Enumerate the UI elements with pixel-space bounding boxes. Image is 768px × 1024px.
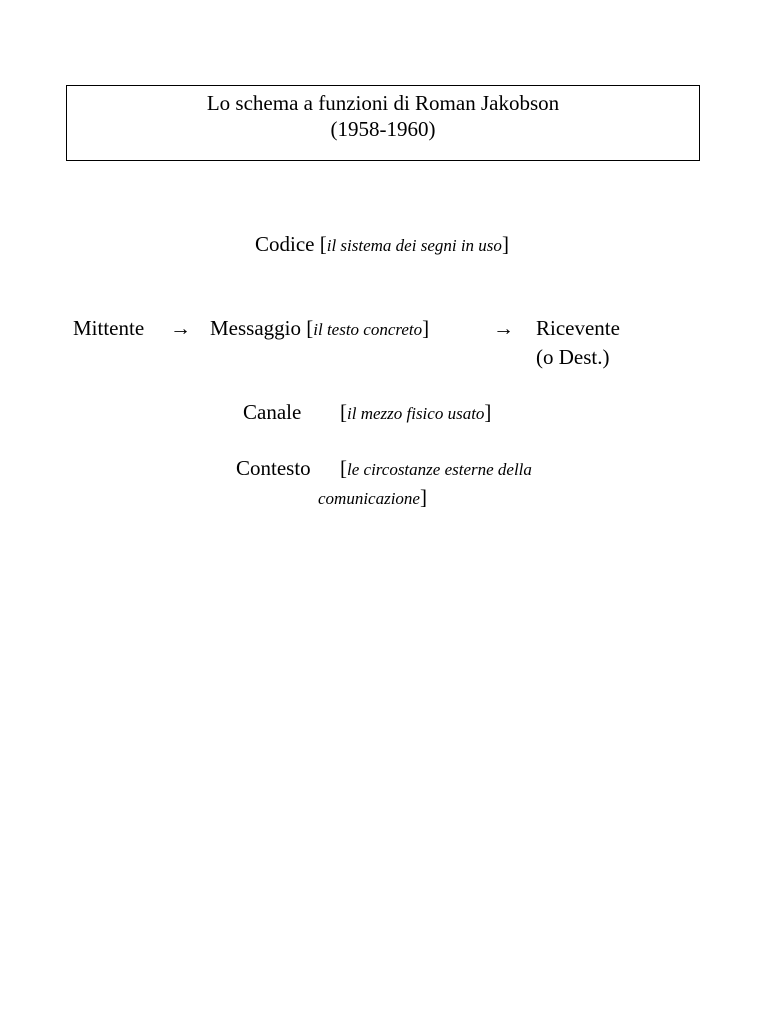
messaggio-gloss: il testo concreto — [313, 320, 423, 339]
bracket-close: ] — [484, 400, 492, 424]
canale-gloss: il mezzo fisico usato — [347, 404, 485, 423]
codice-label: Codice — [255, 232, 315, 256]
canale-gloss-wrap — [340, 399, 491, 427]
bracket-open: [ — [306, 316, 314, 340]
bracket-open: [ — [340, 400, 347, 424]
ricevente-label: Ricevente — [536, 316, 620, 340]
bracket-open: [ — [319, 232, 327, 256]
canale-label: Canale — [243, 400, 302, 424]
bracket-close: ] — [501, 232, 509, 256]
mittente-label: Mittente — [73, 316, 145, 340]
arrow-right-icon: → — [493, 316, 514, 340]
contesto-gloss-line-1: le circostanze esterne della — [347, 460, 532, 479]
title-line-2: (1958-1960) — [330, 117, 436, 141]
messaggio-row — [210, 315, 429, 343]
contesto-gloss-line-2-wrap — [318, 484, 427, 512]
contesto-gloss-line-2: comunicazione — [318, 489, 420, 508]
contesto-gloss-line-1-wrap — [340, 455, 532, 483]
bracket-open: [ — [340, 456, 347, 480]
bracket-close: ] — [422, 316, 430, 340]
title-line-1: Lo schema a funzioni di Roman Jakobson — [206, 91, 560, 115]
codice-row — [255, 231, 509, 259]
title-box — [66, 85, 700, 161]
codice-gloss: il sistema dei segni in uso — [326, 236, 502, 255]
messaggio-label: Messaggio — [210, 316, 301, 340]
arrow-right-icon: → — [170, 316, 191, 340]
bracket-close: ] — [419, 485, 427, 509]
contesto-label: Contesto — [236, 456, 311, 480]
ricevente-alt-label: (o Dest.) — [536, 345, 610, 369]
